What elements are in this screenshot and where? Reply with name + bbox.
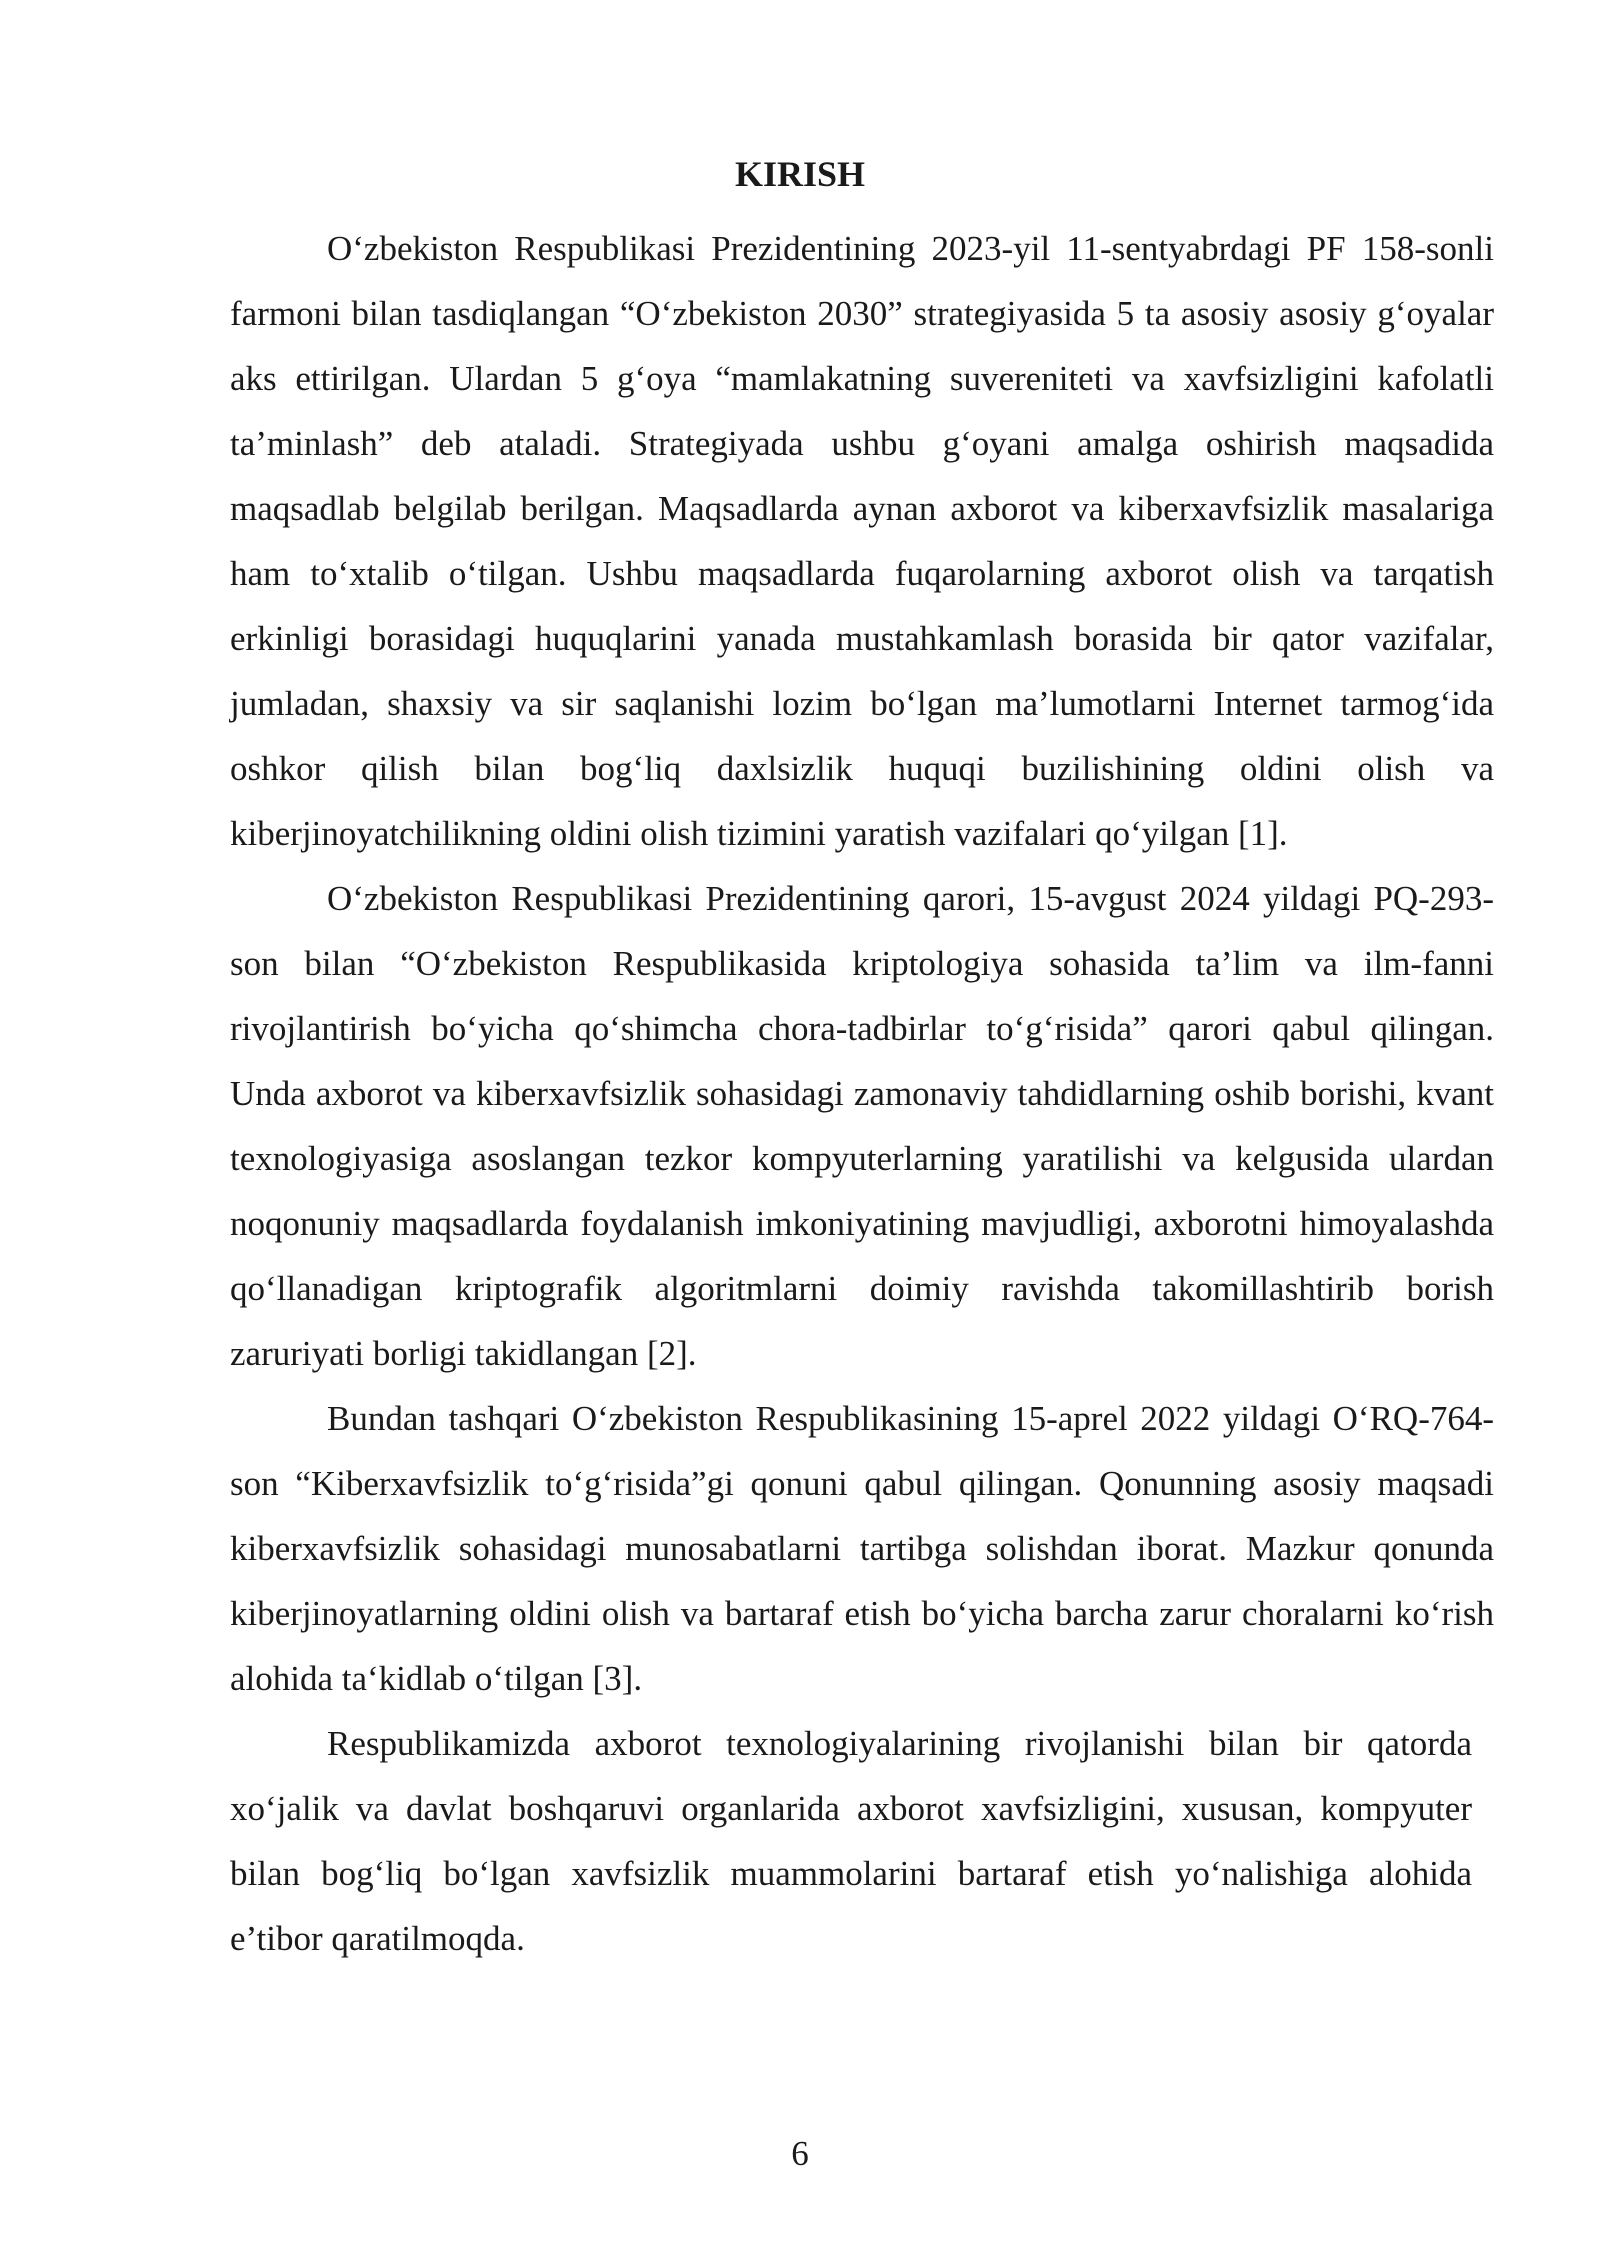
section-title: KIRISH bbox=[734, 154, 866, 194]
body-text bbox=[230, 216, 1494, 1971]
paragraph-1: O‘zbekiston Respublikasi Prezidentining 2023-yil 11-sentyabrdagi PF 158-sonli farmoni bilan tasdiqlangan “O‘zbekiston 2030” strategiyasida 5 ta asosiy asosiy g‘oyalar aks ettirilgan. Ulardan 5 g‘oya “mamlakatning suvereniteti va xavfsizligini kafolatli ta’minlash” deb ataladi. Strategiyada ushbu g‘oyani amalga oshirish maqsadida maqsadlab belgilab berilgan. Maqsadlarda aynan axborot va kiberxavfsizlik masalariga ham to‘xtalib o‘tilgan. Ushbu maqsadlarda fuqarolarning axborot olish va tarqatish erkinligi borasidagi huquqlarini yanada mustahkamlash borasida bir qator vazifalar, jumladan, shaxsiy va sir saqlanishi lozim bo‘lgan ma’lumotlarni Internet tarmog‘ida oshkor qilish bilan bog‘liq daxlsizlik huquqi buzilishining oldini olish va kiberjinoyatchilikning oldini olish tizimini yaratish vazifalari qo‘yilgan [1]. bbox=[230, 229, 1494, 853]
page-number: 6 bbox=[791, 2134, 809, 2173]
paragraph-3: Bundan tashqari O‘zbekiston Respublikasining 15-aprel 2022 yildagi O‘RQ-764-son “Kiberxavfsizlik to‘g‘risida”gi qonuni qabul qilingan. Qonunning asosiy maqsadi kiberxavfsizlik sohasidagi munosabatlarni tartibga solishdan iborat. Mazkur qonunda kiberjinoyatlarning oldini olish va bartaraf etish bo‘yicha barcha zarur choralarni ko‘rish alohida ta‘kidlab o‘tilgan [3]. bbox=[230, 1399, 1494, 1698]
paragraph-4: Respublikamizda axborot texnologiyalarining rivojlanishi bilan bir qatorda xo‘jalik va davlat boshqaruvi organlarida axborot xavfsizligini, xususan, kompyuter bilan bog‘liq bo‘lgan xavfsizlik muammolarini bartaraf etish yo‘nalishiga alohida e’tibor qaratilmoqda. bbox=[230, 1724, 1472, 1958]
paragraph-2: O‘zbekiston Respublikasi Prezidentining qarori, 15-avgust 2024 yildagi PQ-293-son bilan “O‘zbekiston Respublikasida kriptologiya sohasida ta’lim va ilm-fanni rivojlantirish bo‘yicha qo‘shimcha chora-tadbirlar to‘g‘risida” qarori qabul qilingan. Unda axborot va kiberxavfsizlik sohasidagi zamonaviy tahdidlarning oshib borishi, kvant texnologiyasiga asoslangan tezkor kompyuterlarning yaratilishi va kelgusida ulardan noqonuniy maqsadlarda foydalanish imkoniyatining mavjudligi, axborotni himoyalashda qo‘llanadigan kriptografik algoritmlarni doimiy ravishda takomillashtirib borish zaruriyati borligi takidlangan [2]. bbox=[230, 879, 1494, 1373]
